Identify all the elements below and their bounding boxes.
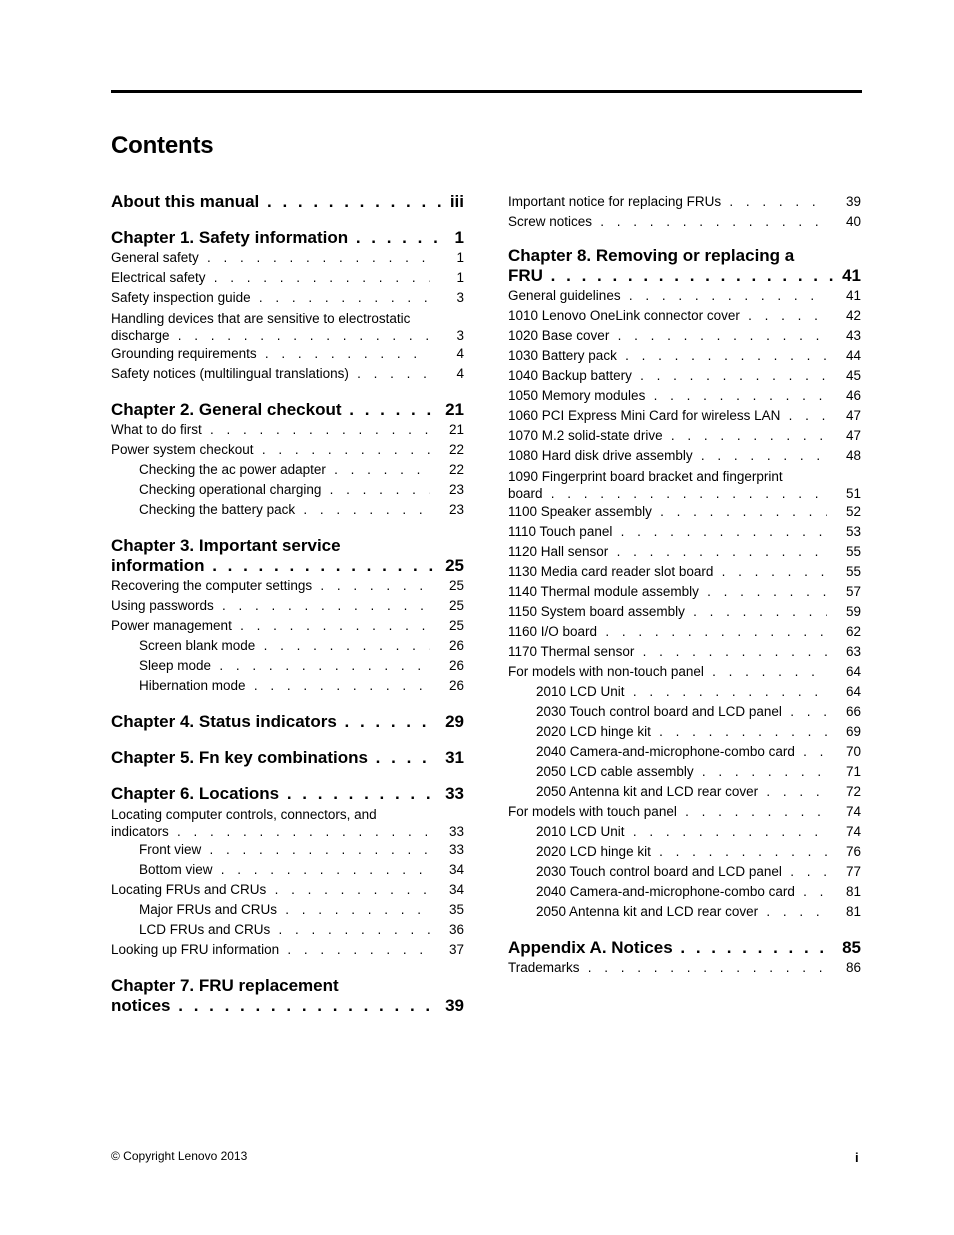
toc-chapter-4[interactable]: Chapter 4. Status indicators . . . 29 — [111, 712, 464, 732]
toc-subentry[interactable]: Screen blank mode . . . 26 — [111, 636, 464, 656]
toc-entry[interactable]: What to do first . . . 21 — [111, 420, 464, 440]
toc-entry[interactable]: 1070 M.2 solid-state drive . . . 47 — [508, 426, 861, 446]
toc-subentry[interactable]: Checking the battery pack . . . 23 — [111, 500, 464, 520]
toc-entry[interactable]: 1160 I/O board . . . 62 — [508, 622, 861, 642]
toc-subentry[interactable]: 2050 Antenna kit and LCD rear cover . . . 81 — [508, 902, 861, 922]
top-rule — [111, 90, 862, 93]
toc-entry[interactable]: General guidelines . . . 41 — [508, 286, 861, 306]
toc-entry[interactable]: discharge . . . 3 — [111, 327, 464, 344]
toc-entry[interactable]: Trademarks . . . 86 — [508, 958, 861, 978]
toc-entry[interactable]: Important notice for replacing FRUs . . . 39 — [508, 192, 861, 212]
toc-entry[interactable]: 1130 Media card reader slot board . . . 55 — [508, 562, 861, 582]
toc-entry[interactable]: For models with touch panel . . . 74 — [508, 802, 861, 822]
toc-entry[interactable]: General safety . . . 1 — [111, 248, 464, 268]
toc-entry[interactable]: board . . . 51 — [508, 485, 861, 502]
toc-subentry[interactable]: 2030 Touch control board and LCD panel . . . 77 — [508, 862, 861, 882]
toc-subentry[interactable]: LCD FRUs and CRUs . . . 36 — [111, 920, 464, 940]
toc-subentry[interactable]: Bottom view . . . 34 — [111, 860, 464, 880]
toc-entry[interactable]: 1020 Base cover . . . 43 — [508, 326, 861, 346]
toc-entry[interactable]: indicators . . . 33 — [111, 823, 464, 840]
toc-entry[interactable]: Electrical safety . . . 1 — [111, 268, 464, 288]
toc-entry[interactable]: 1150 System board assembly . . . 59 — [508, 602, 861, 622]
toc-subentry[interactable]: 2010 LCD Unit . . . 64 — [508, 682, 861, 702]
toc-entry-line1[interactable]: Handling devices that are sensitive to electrostatic — [111, 311, 411, 326]
toc-subentry[interactable]: 2020 LCD hinge kit . . . 76 — [508, 842, 861, 862]
toc-entry[interactable]: 1060 PCI Express Mini Card for wireless LAN . . . 47 — [508, 406, 861, 426]
copyright-notice: © Copyright Lenovo 2013 — [111, 1149, 248, 1163]
toc-left-column — [111, 192, 464, 1016]
toc-chapter-3-line1[interactable]: Chapter 3. Important service — [111, 536, 341, 555]
toc-entry[interactable]: 1030 Battery pack . . . 44 — [508, 346, 861, 366]
toc-subentry[interactable]: 2050 LCD cable assembly . . . 71 — [508, 762, 861, 782]
toc-entry-line1[interactable]: Locating computer controls, connectors, and — [111, 807, 377, 822]
toc-appendix-a[interactable]: Appendix A. Notices . . . 85 — [508, 938, 861, 958]
toc-entry[interactable]: 1080 Hard disk drive assembly . . . 48 — [508, 446, 861, 466]
toc-subentry[interactable]: Sleep mode . . . 26 — [111, 656, 464, 676]
toc-entry[interactable]: 1050 Memory modules . . . 46 — [508, 386, 861, 406]
toc-subentry[interactable]: Hibernation mode . . . 26 — [111, 676, 464, 696]
toc-chapter-7[interactable]: notices . . . 39 — [111, 996, 464, 1016]
toc-subentry[interactable]: 2020 LCD hinge kit . . . 69 — [508, 722, 861, 742]
toc-subentry[interactable]: Checking the ac power adapter . . . 22 — [111, 460, 464, 480]
toc-entry[interactable]: 1140 Thermal module assembly . . . 57 — [508, 582, 861, 602]
toc-chapter-3[interactable]: information . . . 25 — [111, 556, 464, 576]
page-title: Contents — [111, 132, 214, 159]
toc-subentry[interactable]: Front view . . . 33 — [111, 840, 464, 860]
toc-entry[interactable]: Grounding requirements . . . 4 — [111, 344, 464, 364]
toc-chapter-5[interactable]: Chapter 5. Fn key combinations . . . 31 — [111, 748, 464, 768]
toc-chapter-7-line1[interactable]: Chapter 7. FRU replacement — [111, 976, 339, 995]
toc-chapter-about[interactable]: About this manual . . . iii — [111, 192, 464, 212]
toc-entry[interactable]: Safety notices (multilingual translations) . . . 4 — [111, 364, 464, 384]
toc-entry[interactable]: 1110 Touch panel . . . 53 — [508, 522, 861, 542]
toc-chapter-8-line1[interactable]: Chapter 8. Removing or replacing a — [508, 246, 795, 265]
toc-entry[interactable]: 1100 Speaker assembly . . . 52 — [508, 502, 861, 522]
toc-entry[interactable]: 1010 Lenovo OneLink connector cover . . . 42 — [508, 306, 861, 326]
toc-entry[interactable]: 1120 Hall sensor . . . 55 — [508, 542, 861, 562]
toc-entry[interactable]: Using passwords . . . 25 — [111, 596, 464, 616]
toc-subentry[interactable]: 2040 Camera-and-microphone-combo card . . . 81 — [508, 882, 861, 902]
toc-chapter-8[interactable]: FRU . . . 41 — [508, 266, 861, 286]
toc-subentry[interactable]: 2030 Touch control board and LCD panel . . . 66 — [508, 702, 861, 722]
toc-chapter-1[interactable]: Chapter 1. Safety information . . . 1 — [111, 228, 464, 248]
toc-entry[interactable]: Safety inspection guide . . . 3 — [111, 288, 464, 308]
toc-entry[interactable]: Power system checkout . . . 22 — [111, 440, 464, 460]
toc-subentry[interactable]: 2040 Camera-and-microphone-combo card . . . 70 — [508, 742, 861, 762]
page-number: i — [855, 1150, 859, 1165]
toc-entry[interactable]: Screw notices . . . 40 — [508, 212, 861, 232]
toc-entry[interactable]: Power management . . . 25 — [111, 616, 464, 636]
toc-subentry[interactable]: Major FRUs and CRUs . . . 35 — [111, 900, 464, 920]
toc-right-column — [508, 192, 861, 978]
toc-subentry[interactable]: 2050 Antenna kit and LCD rear cover . . . 72 — [508, 782, 861, 802]
toc-entry[interactable]: For models with non-touch panel . . . 64 — [508, 662, 861, 682]
toc-chapter-2[interactable]: Chapter 2. General checkout . . . 21 — [111, 400, 464, 420]
toc-subentry[interactable]: Checking operational charging . . . 23 — [111, 480, 464, 500]
toc-entry[interactable]: Recovering the computer settings . . . 25 — [111, 576, 464, 596]
toc-chapter-6[interactable]: Chapter 6. Locations . . . 33 — [111, 784, 464, 804]
toc-subentry[interactable]: 2010 LCD Unit . . . 74 — [508, 822, 861, 842]
toc-entry[interactable]: Locating FRUs and CRUs . . . 34 — [111, 880, 464, 900]
toc-entry[interactable]: 1040 Backup battery . . . 45 — [508, 366, 861, 386]
toc-entry[interactable]: 1170 Thermal sensor . . . 63 — [508, 642, 861, 662]
toc-entry[interactable]: Looking up FRU information . . . 37 — [111, 940, 464, 960]
toc-entry-line1[interactable]: 1090 Fingerprint board bracket and fingerprint — [508, 469, 783, 484]
